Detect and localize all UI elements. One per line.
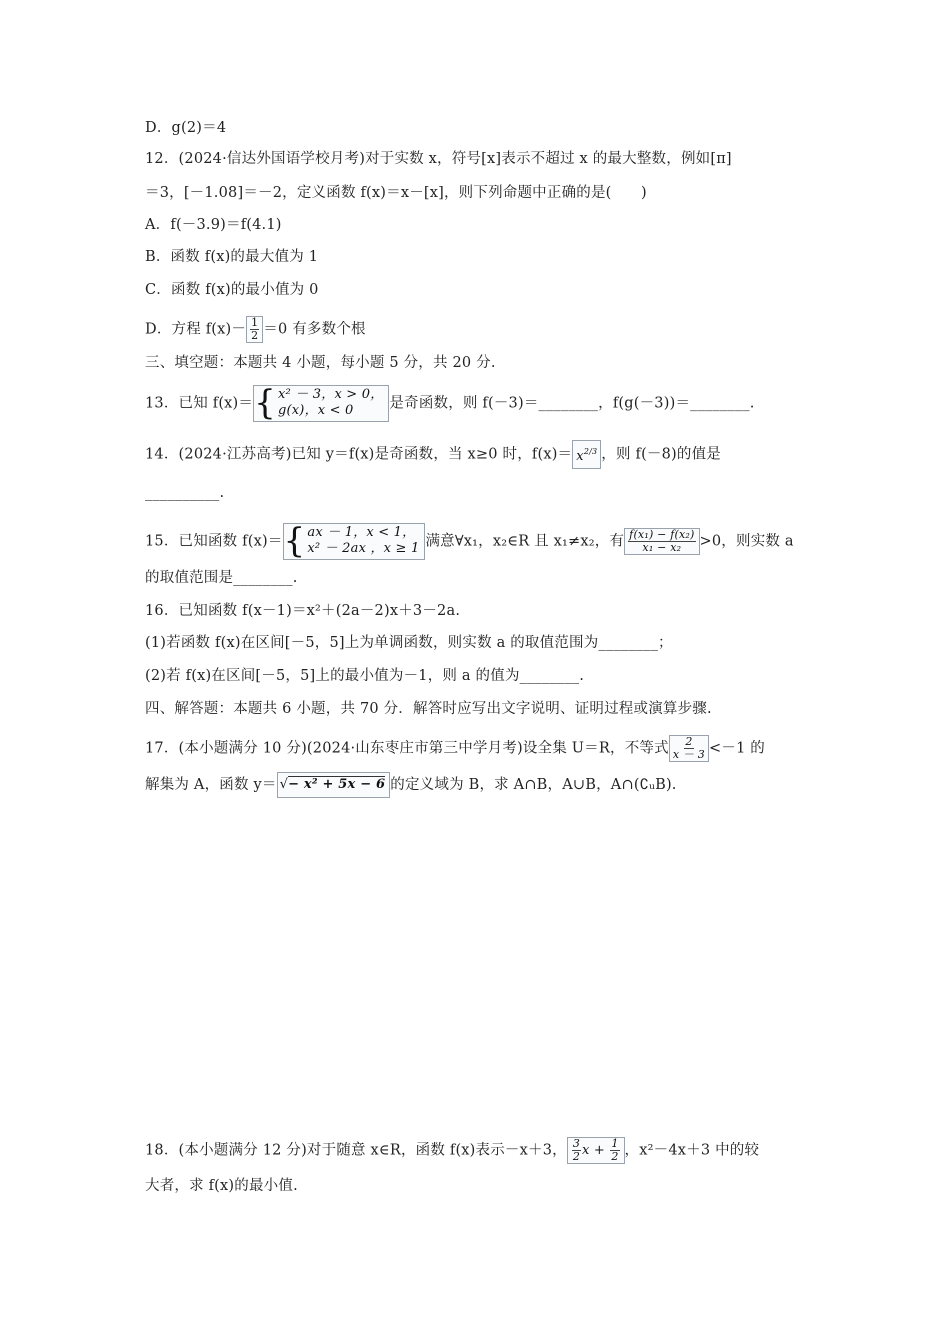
q17-sqrt bbox=[277, 772, 391, 798]
q17-suffix: <－1 的 bbox=[709, 740, 765, 757]
q13-piecewise bbox=[253, 385, 389, 422]
q18-suffix: ，x²－4x＋3 中的较 bbox=[624, 1142, 760, 1159]
q12-option-d bbox=[145, 316, 366, 343]
radical-sign-icon: √ bbox=[279, 777, 289, 792]
q14-power bbox=[572, 440, 601, 469]
q17-radicand: − x² + 5x − 6 bbox=[288, 777, 386, 792]
q18-coef-den: 2 bbox=[572, 1150, 581, 1163]
q14-base: x bbox=[576, 449, 584, 464]
q13-suffix: 是奇函数，则 f(－3)＝________，f(g(－3))＝________. bbox=[389, 395, 755, 412]
q18-coef-num: 3 bbox=[572, 1137, 581, 1150]
q18-const-fraction bbox=[609, 1138, 620, 1163]
section4-heading: 四、解答题：本题共 6 小题，共 70 分．解答时应写出文字说明、证明过程或演算步骤. bbox=[145, 701, 712, 717]
q18-prefix: 18．(本小题满分 12 分)对于随意 x∈R，函数 f(x)表示－x＋3， bbox=[145, 1142, 567, 1159]
q14-prefix: 14．(2024·江苏高考)已知 y＝f(x)是奇函数，当 x≥0 时，f(x)＝ bbox=[145, 446, 573, 463]
q14-line2: __________. bbox=[145, 485, 225, 501]
q11-option-d: D．g(2)＝4 bbox=[145, 120, 227, 136]
q14-exponent: 2/3 bbox=[583, 447, 598, 456]
q14-suffix: ，则 f(－8)的值是 bbox=[601, 446, 722, 463]
q12-option-b: B．函数 f(x)的最大值为 1 bbox=[145, 249, 319, 265]
q17-line2-suffix: 的定义域为 B，求 A∩B，A∪B，A∩(∁ᵤB). bbox=[390, 777, 677, 793]
q15-case1: ax － 1，x < 1， bbox=[307, 525, 416, 540]
q13-case1: x² － 3，x > 0， bbox=[277, 387, 384, 402]
q16-line1: 16．已知函数 f(x－1)＝x²＋(2a－2)x＋3－2a. bbox=[145, 603, 461, 619]
q15-prefix: 15．已知函数 f(x)＝ bbox=[145, 533, 283, 550]
q12-d-prefix: D．方程 f(x)－ bbox=[145, 321, 247, 338]
q15-case2: x² － 2ax ，x ≥ 1 bbox=[307, 541, 420, 556]
q15-fraction bbox=[624, 528, 699, 555]
q12-stem-line2: ＝3，[－1.08]＝－2，定义函数 f(x)＝x－[x]，则下列命题中正确的是( ) bbox=[145, 185, 647, 201]
q14-line1 bbox=[145, 440, 721, 469]
q15-fraction-den: x₁ − x₂ bbox=[642, 541, 682, 554]
q17-line1 bbox=[145, 735, 765, 762]
q18-const-num: 1 bbox=[611, 1137, 619, 1150]
q18-coef-fraction bbox=[571, 1138, 582, 1163]
q13-brace: { bbox=[254, 383, 276, 423]
q18-line1 bbox=[145, 1137, 759, 1164]
q12-d-fraction-num: 1 bbox=[251, 316, 259, 329]
q12-d-fraction bbox=[246, 316, 263, 343]
q15-brace: { bbox=[283, 521, 306, 561]
q12-option-a: A．f(－3.9)＝f(4.1) bbox=[145, 217, 282, 233]
q12-d-suffix: ＝0 有多数个根 bbox=[263, 321, 366, 338]
section3-heading: 三、填空题：本题共 4 小题，每小题 5 分，共 20 分. bbox=[145, 355, 496, 371]
q18-linear-expr bbox=[567, 1137, 625, 1164]
q17-line2-prefix: 解集为 A，函数 y＝ bbox=[145, 777, 277, 793]
q15-line1 bbox=[145, 523, 794, 560]
q15-fraction-num: f(x₁) − f(x₂) bbox=[629, 528, 695, 541]
q18-const-den: 2 bbox=[611, 1150, 619, 1163]
q15-suffix: >0，则实数 a bbox=[699, 533, 794, 550]
q15-middle: 满意∀x₁，x₂∈R 且 x₁≠x₂，有 bbox=[425, 533, 625, 550]
q15-piecewise bbox=[283, 523, 426, 560]
q18-mid: x + bbox=[582, 1143, 610, 1158]
q18-line2: 大者，求 f(x)的最小值. bbox=[145, 1178, 298, 1194]
q12-option-c: C．函数 f(x)的最小值为 0 bbox=[145, 282, 319, 298]
q16-part1: (1)若函数 f(x)在区间[－5，5]上为单调函数，则实数 a 的取值范围为________； bbox=[145, 635, 673, 651]
q15-line2: 的取值范围是________. bbox=[145, 570, 298, 586]
q17-fraction-den: x － 3 bbox=[672, 748, 706, 761]
q12-d-fraction-den: 2 bbox=[251, 329, 259, 342]
q13-case2: g(x)，x < 0 bbox=[277, 403, 354, 418]
q13 bbox=[145, 385, 755, 422]
q17-prefix: 17．(本小题满分 10 分)(2024·山东枣庄市第三中学月考)设全集 U＝R，不等式 bbox=[145, 740, 669, 757]
q16-part2: (2)若 f(x)在区间[－5，5]上的最小值为－1，则 a 的值为________. bbox=[145, 668, 585, 684]
q13-prefix: 13．已知 f(x)＝ bbox=[145, 395, 254, 412]
q17-fraction-num: 2 bbox=[685, 735, 693, 748]
q12-stem-line1: 12．(2024·信达外国语学校月考)对于实数 x，符号[x]表示不超过 x 的最大整数，例如[π] bbox=[145, 151, 732, 167]
q17-fraction bbox=[669, 735, 709, 762]
q17-line2 bbox=[145, 772, 677, 798]
